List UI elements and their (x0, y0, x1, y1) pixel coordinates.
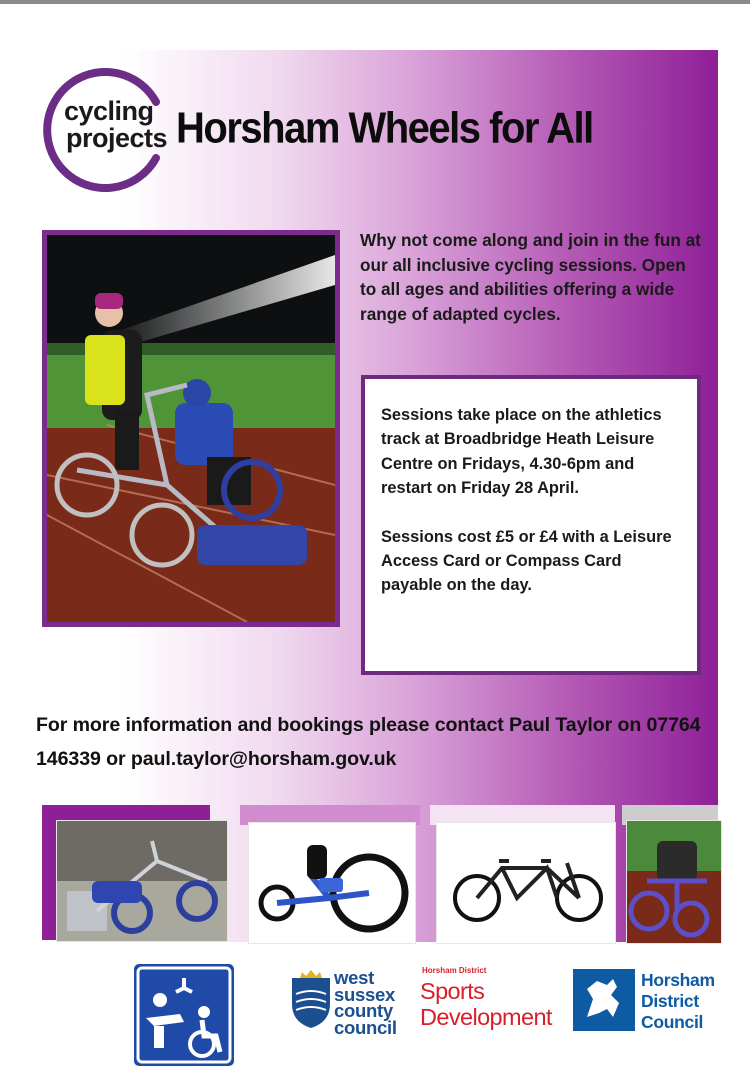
sports-development-logo (420, 978, 552, 1030)
accessibility-sign-icon (132, 962, 236, 1068)
west-sussex-crest-icon (290, 970, 332, 1030)
tandem-bicycle-icon (437, 823, 616, 944)
sports-dev-subtitle: Horsham District (422, 966, 487, 975)
poster-title: Horsham Wheels for All (176, 104, 593, 153)
hand-cycle-icon (627, 821, 722, 944)
hdc-line-1: Horsham (641, 970, 715, 990)
intro-text: Why not come along and join in the fun at our all inclusive cycling sessions. Open to all ages and abilities offering a wide range of adapted cycles. (360, 230, 701, 324)
sessions-info-box (361, 375, 701, 675)
logo-line-2: projects (66, 123, 168, 153)
contact-info: For more information and bookings please contact Paul Taylor on 07764 146339 or paul.taylor@horsham.gov.uk (36, 714, 701, 770)
wsx-line-1: west (334, 967, 374, 988)
wsx-line-4: council (334, 1016, 397, 1038)
wheelchair-tandem-photo-icon (47, 235, 335, 622)
wsx-line-3: county (334, 1000, 393, 1021)
session-photo (47, 235, 335, 622)
recumbent-trike-icon (249, 823, 416, 944)
horsham-district-council-logo (641, 970, 715, 1033)
cycle-photo-tandem (436, 822, 616, 944)
sessions-details: Sessions take place on the athletics track at Broadbridge Heath Leisure Centre on Fridays, 4.30-6pm and restart on Friday 28 April. (381, 406, 662, 498)
cycle-photo-hand-cycle (626, 820, 722, 944)
sessions-cost: Sessions cost £5 or £4 with a Leisure Access Card or Compass Card payable on the day. (381, 527, 672, 595)
cycle-photo-side-by-side (56, 820, 228, 942)
sports-dev-line-2: Development (420, 1004, 552, 1030)
cycling-projects-logo (64, 98, 167, 152)
side-by-side-cycle-icon (57, 821, 228, 942)
hdc-line-2: District (641, 991, 699, 1011)
hdc-line-3: Council (641, 1012, 704, 1032)
top-border (0, 0, 750, 4)
horsham-lion-crest-icon (573, 969, 635, 1031)
cycle-photo-recumbent-trike (248, 822, 416, 944)
west-sussex-logo (334, 967, 397, 1038)
sports-dev-line-1: Sports (420, 978, 485, 1004)
logo-line-1: cycling (64, 96, 154, 126)
wsx-line-2: sussex (334, 983, 395, 1005)
session-photo-frame (42, 230, 340, 627)
